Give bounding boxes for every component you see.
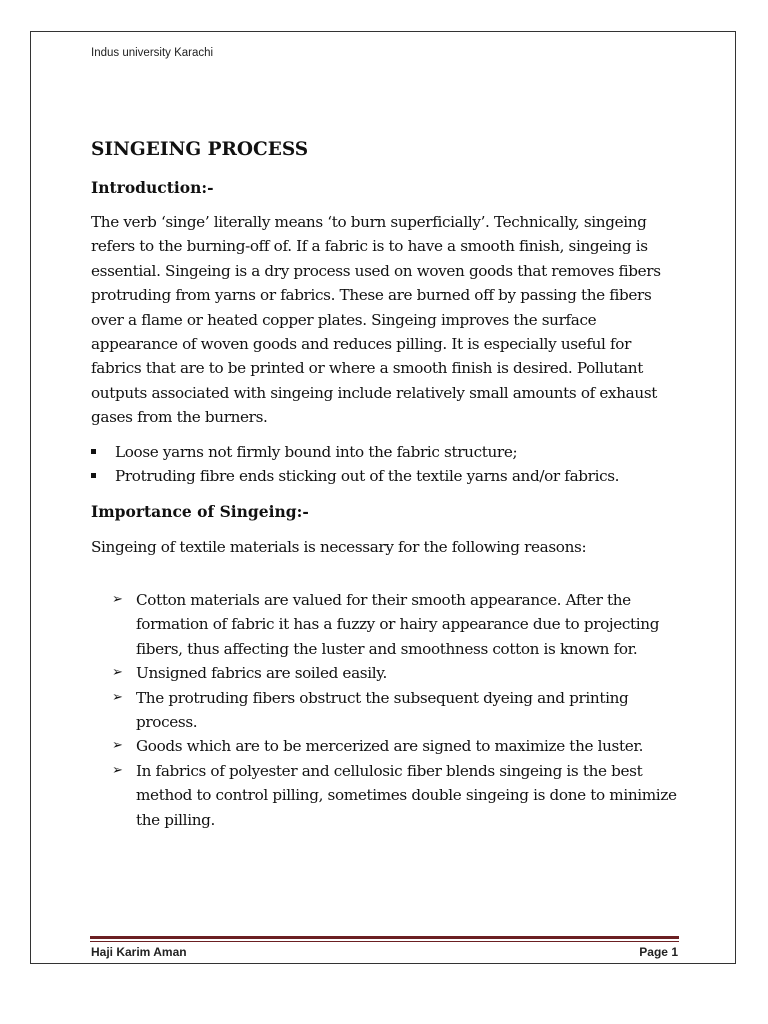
footer-page-number: Page 1	[639, 945, 678, 959]
list-item-text: Cotton materials are valued for their smooth appearance. After the formation of fabric it has a fuzzy or hairy appearance due to projecting fibers, thus affecting the luster and smoothness cotton is known for.	[136, 590, 660, 658]
list-item	[91, 464, 681, 488]
document-body	[91, 136, 681, 832]
list-item-text: Unsigned fabrics are soiled easily.	[136, 664, 387, 683]
footer-rule-thick	[90, 936, 679, 939]
importance-intro: Singeing of textile materials is necessary for the following reasons:	[91, 538, 587, 557]
arrow-bullet-list	[91, 588, 681, 832]
introduction-paragraph: The verb ‘singe’ literally means ‘to burn superficially’. Technically, singeing refers to the burning-off of. If a fabric is to have a smooth finish, singeing is essential. Singeing is a dry process used on woven goods that removes fibers protruding from yarns or fabrics. These are burned off by passing the fibers over a flame or heated copper plates. Singeing improves the surface appearance of woven goods and reduces pilling. It is especially useful for fabrics that are to be printed or where a smooth finish is desired. Pollutant outputs associated with singeing include relatively small amounts of exhaust gases from the burners.	[91, 213, 661, 427]
list-item	[91, 759, 681, 832]
arrow-bullet-icon: ➢	[112, 591, 123, 607]
square-bullet-icon	[91, 473, 96, 478]
list-item	[91, 686, 681, 735]
square-bullet-icon	[91, 449, 96, 454]
introduction-heading: Introduction:-	[91, 178, 214, 197]
page-header: Indus university Karachi	[91, 47, 214, 59]
document-title: SINGEING PROCESS	[91, 139, 309, 160]
list-item-text: Loose yarns not firmly bound into the fabric structure;	[115, 442, 518, 461]
arrow-bullet-icon: ➢	[112, 665, 123, 681]
list-item-text: In fabrics of polyester and cellulosic fiber blends singeing is the best method to control pilling, sometimes double singeing is done to minimize the pilling.	[136, 761, 677, 829]
list-item-text: Goods which are to be mercerized are signed to maximize the luster.	[136, 737, 644, 756]
list-item	[91, 440, 681, 464]
arrow-bullet-icon: ➢	[112, 689, 123, 705]
footer-rule-thin	[90, 941, 679, 942]
list-item	[91, 734, 681, 758]
footer-author: Haji Karim Aman	[91, 945, 187, 959]
list-item	[91, 661, 681, 685]
list-item-text: Protruding fibre ends sticking out of the textile yarns and/or fabrics.	[115, 467, 620, 486]
list-item-text: The protruding fibers obstruct the subsequent dyeing and printing process.	[136, 688, 629, 731]
square-bullet-list	[91, 440, 681, 489]
list-item	[91, 588, 681, 661]
arrow-bullet-icon: ➢	[112, 762, 123, 778]
importance-heading: Importance of Singeing:-	[91, 502, 309, 522]
arrow-bullet-icon: ➢	[112, 738, 123, 754]
